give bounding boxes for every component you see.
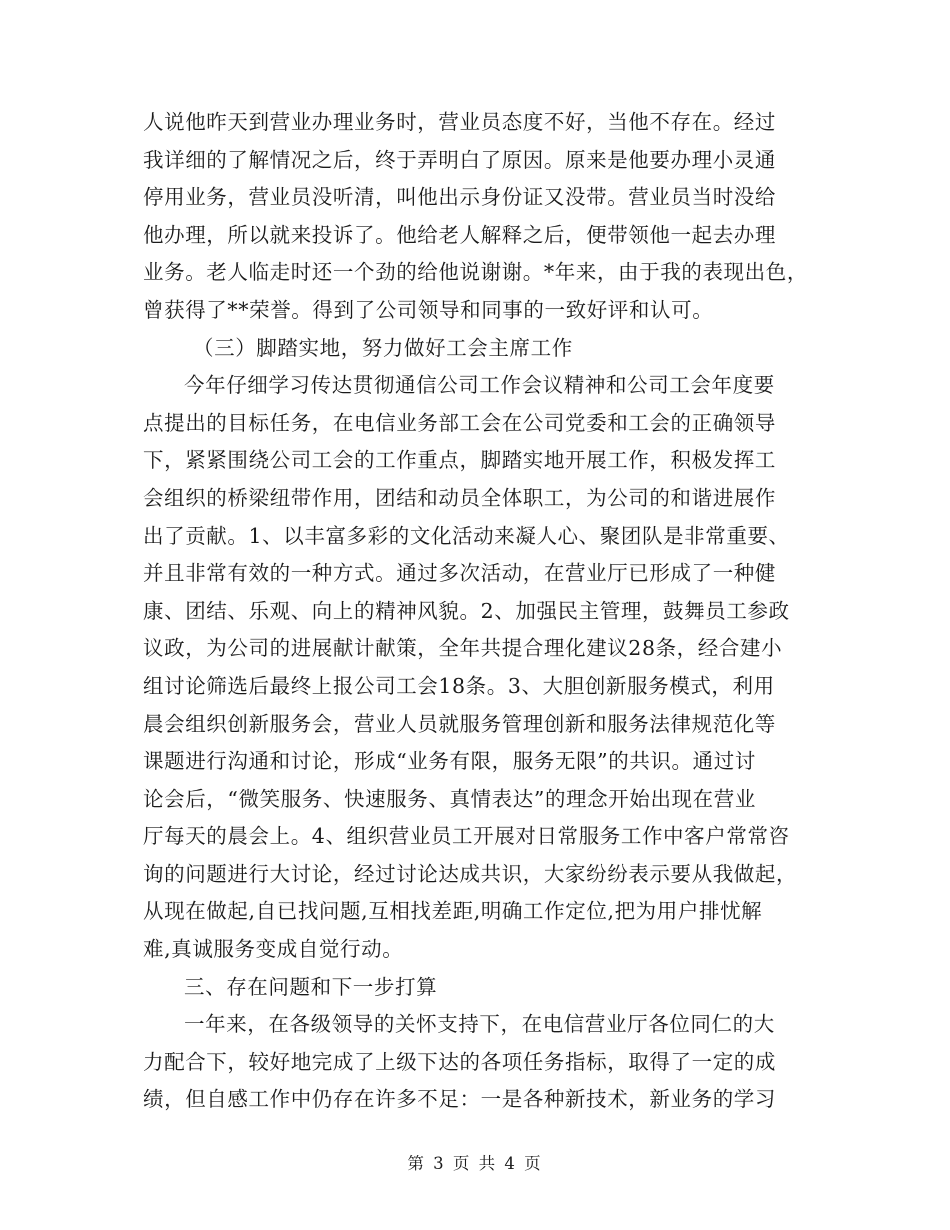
text-line: 议政，为公司的进展献计献策，全年共提合理化建议28条，经合建小 [143, 636, 783, 661]
text-line: 力配合下，较好地完成了上级下达的各项任务指标，取得了一定的成 [143, 1049, 776, 1074]
body-text [143, 104, 813, 1119]
text-line: 出了贡献。1、以丰富多彩的文化活动来凝人心、聚团队是非常重要、 [143, 523, 790, 548]
text-line: 会组织的桥梁纽带作用，团结和动员全体职工，为公司的和谐进展作 [143, 485, 776, 510]
text-line: 康、团结、乐观、向上的精神风貌。2、加强民主管理，鼓舞员工参政 [143, 598, 790, 623]
text-line: 一年来，在各级领导的关怀支持下，在电信营业厅各位同仁的大 [184, 1012, 775, 1037]
text-line: 业务。老人临走时还一个劲的给他说谢谢。*年来，由于我的表现出色， [143, 260, 808, 285]
text-line: 并且非常有效的一种方式。通过多次活动，在营业厅已形成了一种健 [143, 561, 776, 586]
text-line: 曾获得了**荣誉。得到了公司领导和同事的一致好评和认可。 [143, 297, 714, 322]
text-line: 论会后，“微笑服务、快速服务、真情表达”的理念开始出现在营业 [143, 786, 756, 811]
text-line: （三）脚踏实地，努力做好工会主席工作 [193, 335, 573, 360]
text-line: 从现在做起,自已找问题,互相找差距,明确工作定位,把为用户排忧解 [143, 899, 763, 924]
text-line: 我详细的了解情况之后，终于弄明白了原因。原来是他要办理小灵通 [143, 147, 776, 172]
text-line: 他办理，所以就来投诉了。他给老人解释之后，便带领他一起去办理 [143, 222, 776, 247]
text-line: 绩，但自感工作中仍存在许多不足：一是各种新技术，新业务的学习 [143, 1087, 776, 1112]
text-line: 组讨论筛选后最终上报公司工会18条。3、大胆创新服务模式，利用 [143, 673, 775, 698]
text-line: 课题进行沟通和讨论，形成“业务有限，服务无限”的共识。通过讨 [143, 749, 756, 774]
text-line: 厅每天的晨会上。4、组织营业员工开展对日常服务工作中客户常常咨 [143, 824, 790, 849]
page-footer: 第 3 页 共 4 页 [407, 1154, 543, 1173]
text-line: 三、存在问题和下一步打算 [184, 974, 438, 999]
text-line: 今年仔细学习传达贯彻通信公司工作会议精神和公司工会年度要 [184, 373, 775, 398]
text-line: 下，紧紧围绕公司工会的工作重点，脚踏实地开展工作，积极发挥工 [143, 448, 776, 473]
text-line: 晨会组织创新服务会，营业人员就服务管理创新和服务法律规范化等 [143, 711, 776, 736]
text-line: 难,真诚服务变成自觉行动。 [143, 937, 404, 962]
text-line: 人说他昨天到营业办理业务时，营业员态度不好，当他不存在。经过 [143, 110, 776, 134]
text-line: 询的问题进行大讨论，经过讨论达成共识，大家纷纷表示要从我做起， [143, 861, 798, 886]
text-line: 停用业务，营业员没听清，叫他出示身份证又没带。营业员当时没给 [143, 185, 776, 210]
text-line: 点提出的目标任务，在电信业务部工会在公司党委和工会的正确领导 [143, 410, 776, 435]
